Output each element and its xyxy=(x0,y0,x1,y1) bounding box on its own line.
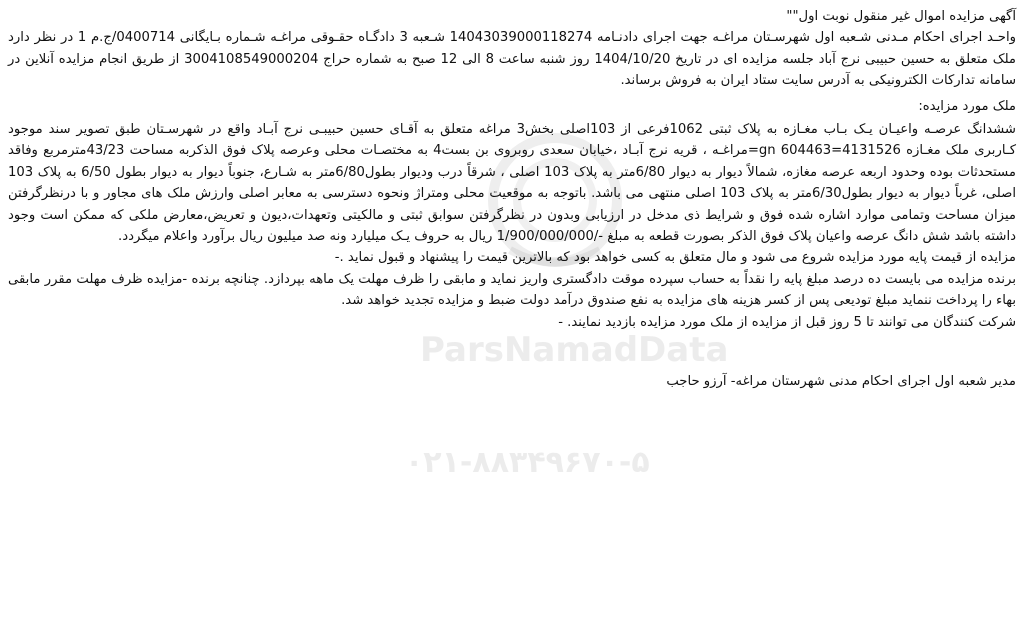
condition-winner-payment: برنده مزایده می بایست ده درصد مبلغ پایه را نقداً به حساب سپرده موقت دادگستری واریز نماید و مابقی را ظرف مهلت یک ماهه بپردازد. چنانچه برنده -مزایده ظرف مهلت مقرر مابقی بهاء را پرداخت ننماید مبلغ تودیعی پس از کسر هزینه های مزایده به نفع صندوق درآمد دولت ضبط و مزایده تجدید خواهد شد. xyxy=(8,271,1016,309)
notice-title: آگهی مزایده اموال غیر منقول نوبت اول"" xyxy=(786,9,1016,24)
watermark-phone: ۰۲۱-۸۸۳۴۹۶۷۰-۵ xyxy=(405,445,650,480)
auction-notice xyxy=(8,6,1016,393)
watermark-brand: ParsNamadData xyxy=(420,330,729,370)
notice-intro: واحـد اجرای احکام مـدنی شـعبه اول شهرسـتان مراغـه جهت اجرای دادنـامه 14043039000118274 شـعبه 3 دادگـاه حقـوقی مراغـه شـماره بـایگانی 0400714/ج.م 1 در نظر دارد ملک متعلق به حسین حبیبی نرج آباد جلسه مزایده ای در تاریخ 1404/10/20 روز شنبه ساعت 8 الی 12 صبح به شماره حراج 3004108549000204 از طریق انجام مزایده آنلاین در سامانه تدارکات الکترونیکی به آدرس سایت ستاد ایران به فروش برساند. xyxy=(8,30,1016,89)
property-description: ششدانگ عرصـه واعیـان یـک بـاب مغـازه به پلاک ثبتی 1062فرعی از 103اصلی بخش3 مراغه متعلق به آقـای حسین حبیبـی نرج آبـاد واقع در شهرسـتان طبق تصویر سند موجود کـاربری ملک مغـازه 4131526=gn 604463=مراغـه ، قریه نرج آبـاد ،خیابان سعدی روبروی بن بست4 به مختصـات محلی وعرصه پلاک فوق الذکربه مساحت 43/23مترمربع وفاقد مستحدثات بوده وحدود اربعه عرصه مغازه، شمالاً دیوار به دیوار 6/80متر به پلاک 103 اصلی ، شرقاً درب ودیوار بطول6/80متر به شـارع، جنوباً دیوار به دیوار بطول 6/50 به پلاک 103 اصلی، غرباً دیوار به دیوار بطول6/30متر به پلاک 103 اصلی منتهی می باشد. باتوجه به موقعیت محلی ومتراژ ونحوه دسترسی به معابر اصلی وارزش ملک های مجاور و با درنظرگرفتن میزان مساحت وتمامی موارد اشاره شده فوق و شرایط ذی مدخل در ارزیابی وبدون در نظرگرفتن سوابق ثبتی و مالکیتی وتعهدات،دیون و تعریض،معارض ملکی که ممکن است وجود داشته باشد شش دانگ عرصه واعیان پلاک فوق الذکر بصورت قطعه به مبلغ -/1/900/000/000 ریال به حروف یـک میلیارد ونه صد میلیون ریال برآورد واعلام میگردد. xyxy=(8,122,1016,245)
property-heading: ملک مورد مزایده: xyxy=(918,98,1016,114)
signature: مدیر شعبه اول اجرای احکام مدنی شهرستان مراغه- آرزو حاجب xyxy=(666,374,1016,390)
condition-visit: شرکت کنندگان می توانند تا 5 روز قبل از مزایده از ملک مورد مزایده بازدید نمایند. - xyxy=(558,314,1016,330)
condition-start-price: مزایده از قیمت پایه مورد مزایده شروع می شود و مال متعلق به کسی خواهد بود که بالاترین قیمت را پیشنهاد و قبول نماید .- xyxy=(334,250,1016,266)
